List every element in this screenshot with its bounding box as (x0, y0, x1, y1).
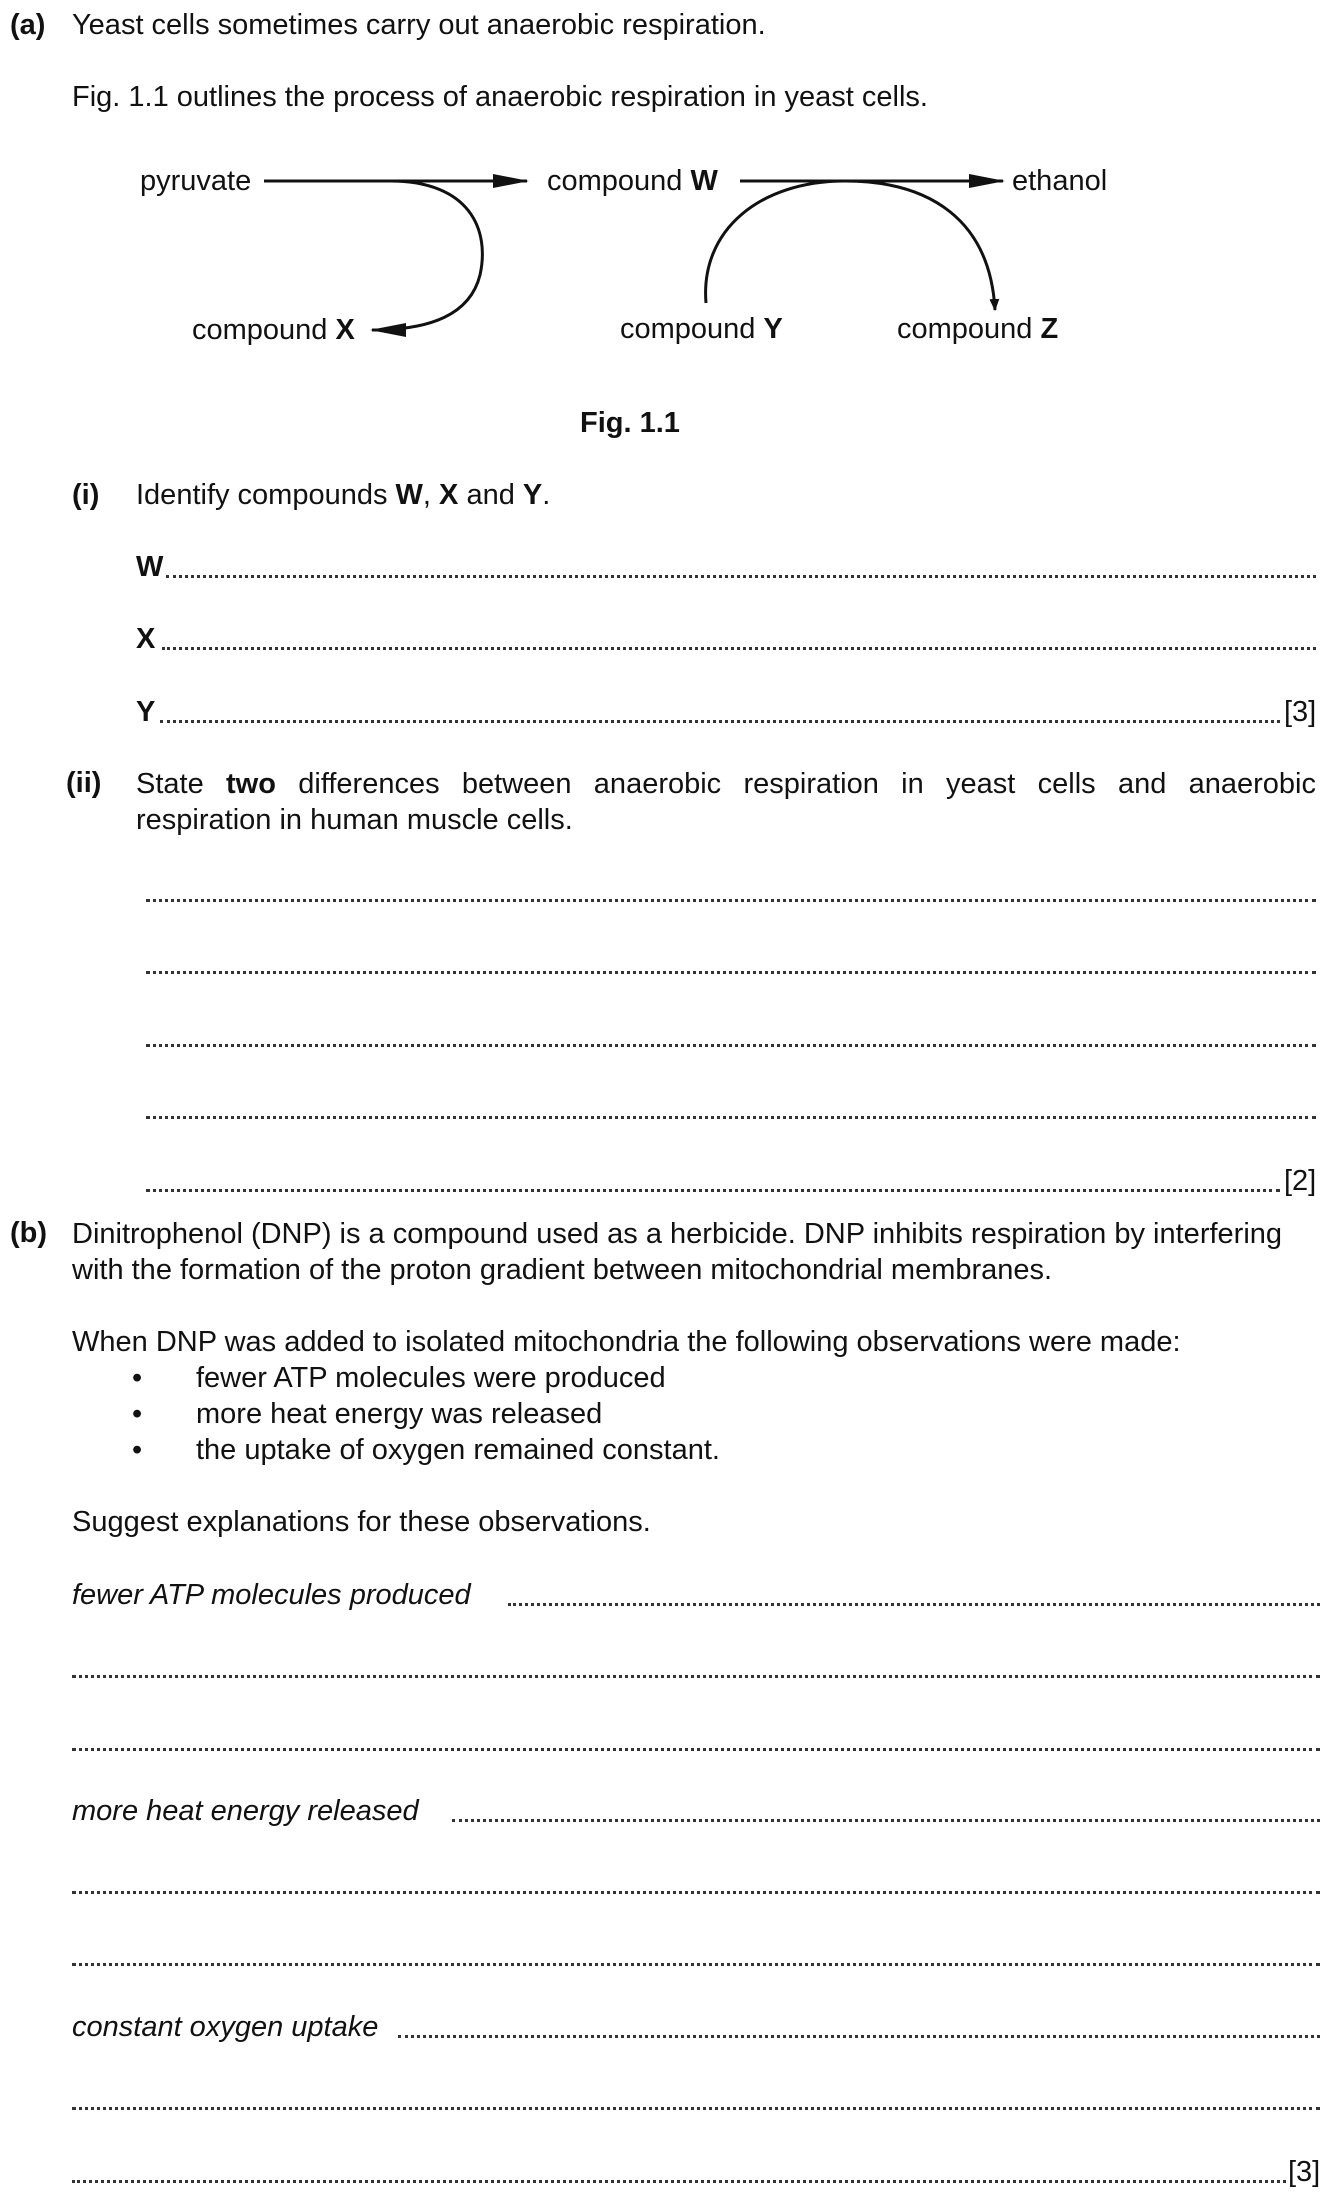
part-a-intro: Yeast cells sometimes carry out anaerobic respiration. (72, 9, 766, 41)
bullet-1: • (132, 1362, 143, 1394)
part-a-label: (a) (10, 9, 46, 41)
label-pyruvate: pyruvate (140, 165, 252, 197)
label-compound-y: compound Y (620, 313, 783, 345)
answer-line-atp-1[interactable] (508, 1603, 1320, 1606)
part-b-label: (b) (10, 1217, 48, 1249)
observation-1: fewer ATP molecules were produced (196, 1362, 666, 1394)
answer-line-w[interactable] (166, 575, 1316, 578)
answer-line-heat-1[interactable] (452, 1819, 1320, 1822)
q-i-label: (i) (72, 479, 100, 511)
part-b-para1: Dinitrophenol (DNP) is a compound used as a herbicide. DNP inhibits respiration by interfering with the formation of the proton gradient between mitochondrial membranes. (72, 1218, 1283, 1286)
part-b-para2: When DNP was added to isolated mitochondria the following observations were made: (72, 1326, 1181, 1358)
arrow-y-to-z (706, 181, 995, 310)
marks-part-b: [3] (1288, 2156, 1321, 2188)
answer-line-ii-4[interactable] (146, 1116, 1316, 1119)
answer-line-ii-5[interactable] (146, 1189, 1280, 1192)
observation-3: the uptake of oxygen remained constant. (196, 1434, 720, 1466)
marks-q-ii: [2] (1284, 1165, 1317, 1197)
part-b-prompt: Suggest explanations for these observations. (72, 1506, 651, 1538)
answer-label-w: W (136, 551, 164, 583)
figure-caption: Fig. 1.1 (580, 407, 680, 439)
bullet-2: • (132, 1398, 143, 1430)
answer-label-oxygen: constant oxygen uptake (72, 2011, 379, 2043)
answer-label-y: Y (136, 696, 156, 728)
answer-line-oxygen-3[interactable] (72, 2180, 1286, 2183)
answer-label-atp: fewer ATP molecules produced (72, 1579, 471, 1611)
marks-q-i: [3] (1284, 696, 1317, 728)
answer-line-atp-2[interactable] (72, 1675, 1320, 1678)
q-ii-text: State two differences between anaerobic respiration in yeast cells and anaerobic respiration in human muscle cells. (136, 768, 1316, 836)
answer-line-y[interactable] (160, 720, 1280, 723)
fig-intro: Fig. 1.1 outlines the process of anaerobic respiration in yeast cells. (72, 81, 928, 113)
answer-line-oxygen-1[interactable] (398, 2035, 1320, 2038)
answer-line-ii-1[interactable] (146, 899, 1316, 902)
observation-2: more heat energy was released (196, 1398, 603, 1430)
q-i-text: Identify compounds W, X and Y. (136, 479, 551, 511)
answer-line-atp-3[interactable] (72, 1748, 1320, 1751)
answer-line-ii-3[interactable] (146, 1044, 1316, 1047)
answer-line-ii-2[interactable] (146, 971, 1316, 974)
label-compound-w: compound W (547, 165, 718, 197)
q-ii-label: (ii) (66, 767, 102, 799)
arrow-branch-to-x (372, 181, 482, 330)
label-compound-z: compound Z (897, 313, 1059, 345)
answer-label-heat: more heat energy released (72, 1795, 419, 1827)
answer-line-x[interactable] (162, 647, 1316, 650)
answer-line-heat-2[interactable] (72, 1891, 1320, 1894)
label-ethanol: ethanol (1012, 165, 1108, 197)
answer-line-oxygen-2[interactable] (72, 2107, 1320, 2110)
answer-label-x: X (136, 623, 156, 655)
label-compound-x: compound X (192, 314, 355, 346)
answer-line-heat-3[interactable] (72, 1963, 1320, 1966)
bullet-3: • (132, 1434, 143, 1466)
respiration-diagram (0, 0, 1337, 400)
